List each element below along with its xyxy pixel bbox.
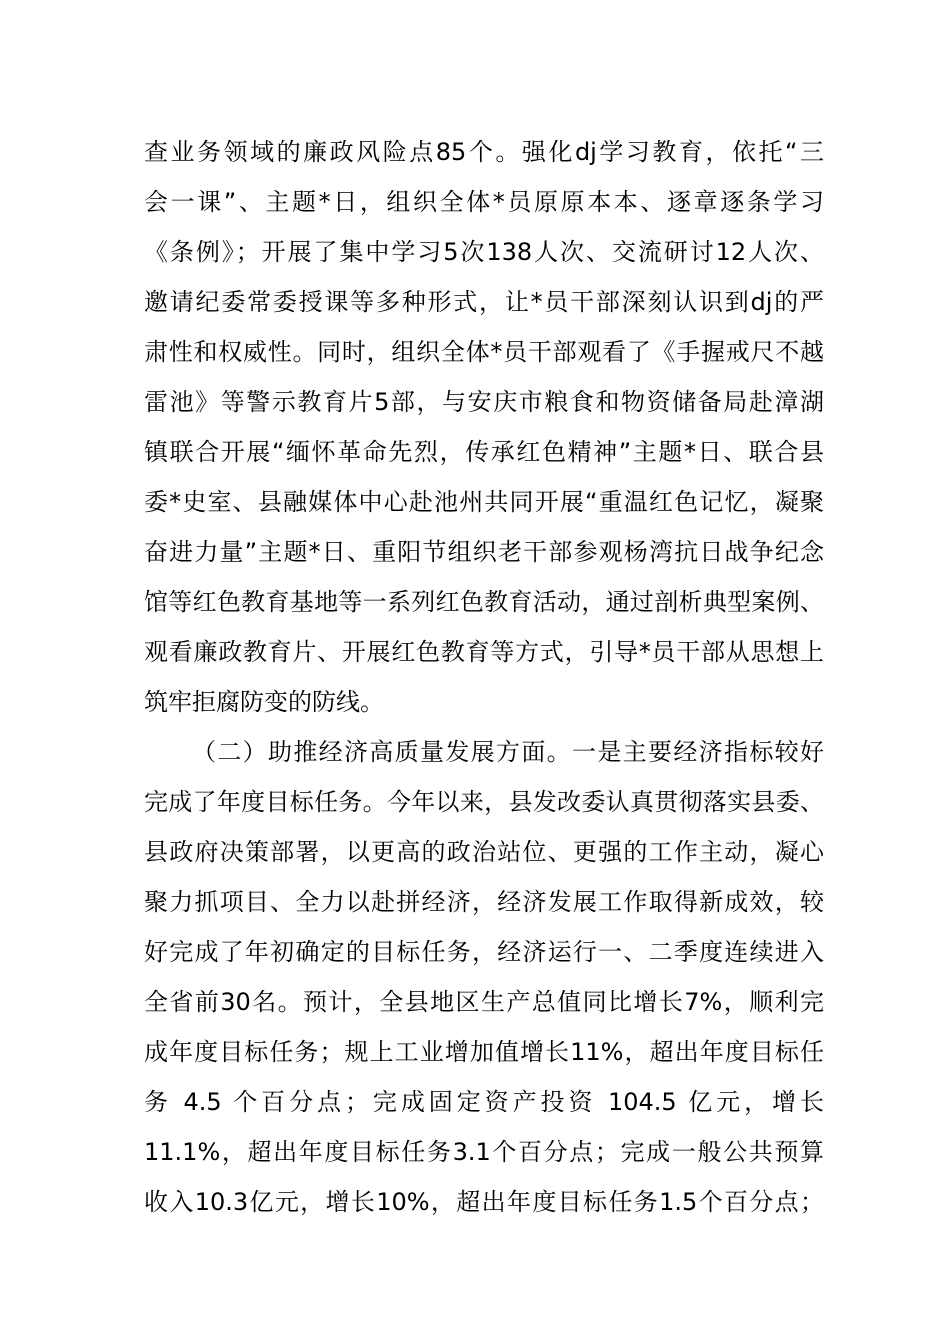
text-line: 雷池》等警示教育片5部，与安庆市粮食和物资储备局赴漳湖 [144,388,824,416]
text-line: 好完成了年初确定的目标任务，经济运行一、二季度连续进入 [144,938,824,966]
text-line: 全省前30名。预计，全县地区生产总值同比增长7%，顺利完 [144,988,824,1016]
text-line: 聚力抓项目、全力以赴拼经济，经济发展工作取得新成效，较 [144,888,824,916]
text-line: 11.1%，超出年度目标任务3.1个百分点；完成一般公共预算 [144,1138,824,1166]
text-line: 馆等红色教育基地等一系列红色教育活动，通过剖析典型案例、 [144,588,824,616]
text-line: 委*史室、县融媒体中心赴池州共同开展“重温红色记忆，凝聚 [144,488,824,516]
text-line: 会一课”、主题*日，组织全体*员原原本本、逐章逐条学习 [144,188,824,216]
section-heading-line: （二）助推经济高质量发展方面。一是主要经济指标较好 [192,738,824,766]
text-line: 《条例》；开展了集中学习5次138人次、交流研讨12人次、 [144,238,824,266]
text-line: 奋进力量”主题*日、重阳节组织老干部参观杨湾抗日战争纪念 [144,538,824,566]
text-line: 邀请纪委常委授课等多种形式，让*员干部深刻认识到dj的严 [144,288,824,316]
text-line: 镇联合开展“缅怀革命先烈，传承红色精神”主题*日、联合县 [144,438,824,466]
text-line: 县政府决策部署，以更高的政治站位、更强的工作主动，凝心 [144,838,824,866]
text-line: 观看廉政教育片、开展红色教育等方式，引导*员干部从思想上 [144,638,824,666]
text-line: 筑牢拒腐防变的防线。 [144,688,384,716]
body-text [144,127,824,1227]
text-line: 收入10.3亿元，增长10%，超出年度目标任务1.5个百分点； [144,1188,824,1216]
text-line: 完成了年度目标任务。今年以来，县发改委认真贯彻落实县委、 [144,788,824,816]
text-line: 肃性和权威性。同时，组织全体*员干部观看了《手握戒尺不越 [144,338,824,366]
text-line: 查业务领域的廉政风险点85个。强化dj学习教育，依托“三 [144,138,824,166]
text-line: 成年度目标任务；规上工业增加值增长11%，超出年度目标任 [144,1038,824,1066]
text-line: 务 4.5 个百分点；完成固定资产投资 104.5 亿元，增长 [144,1088,824,1116]
